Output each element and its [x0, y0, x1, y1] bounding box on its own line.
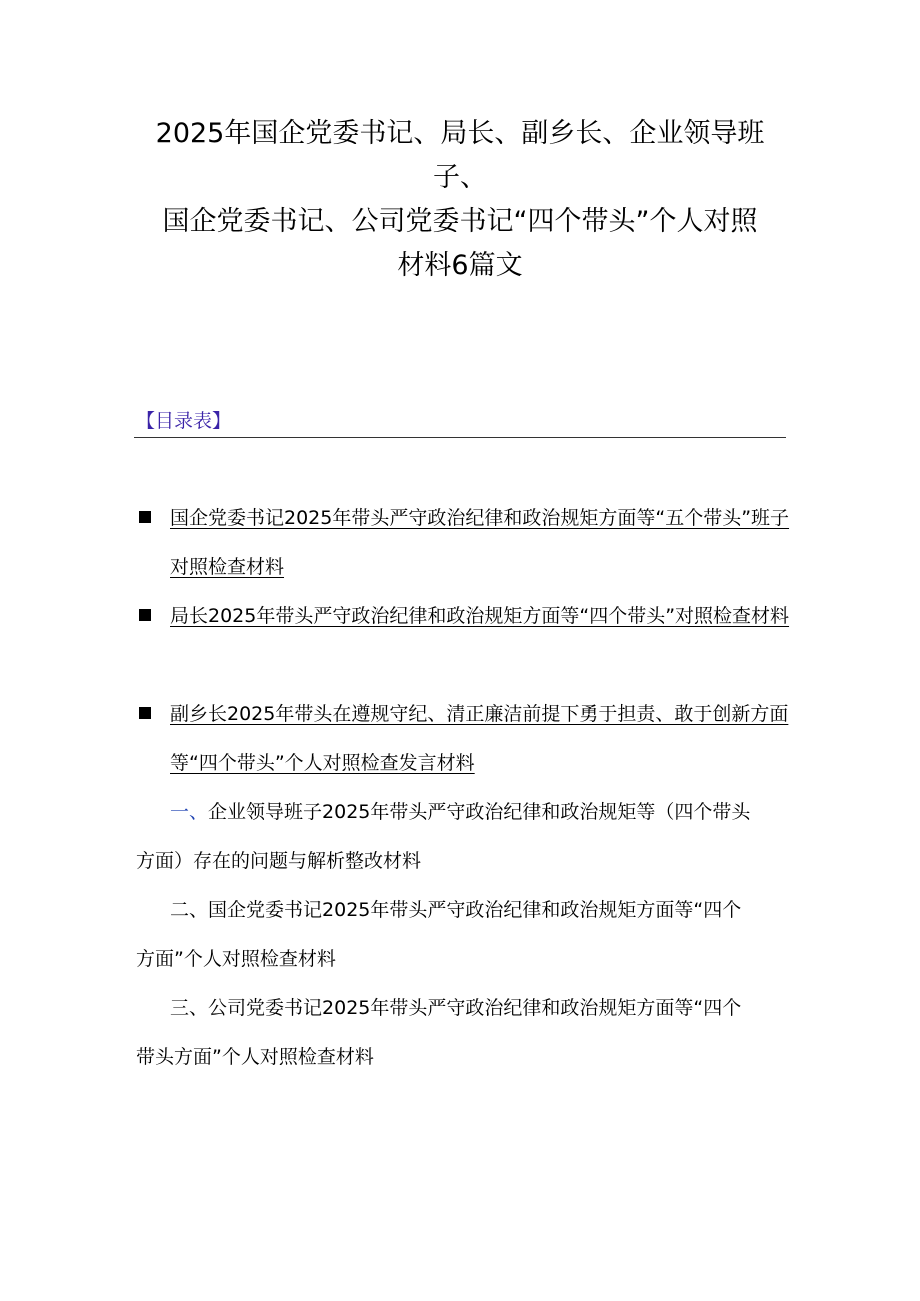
toc-entry-link[interactable]: 局长2025年带头严守政治纪律和政治规矩方面等“四个带头”对照检查材料	[170, 605, 790, 627]
toc-entry-link[interactable]: 国企党委书记2025年带头严守政治纪律和政治规矩方面等“五个带头”班子对照检查材料	[170, 507, 790, 578]
document-title	[120, 112, 800, 288]
square-bullet-icon	[139, 609, 151, 621]
numbered-marker: 一、	[170, 801, 209, 823]
toc-numbered-1	[136, 788, 756, 886]
title-line-3: 国企党委书记、公司党委书记“四个带头”个人对照	[162, 206, 758, 237]
numbered-text: 公司党委书记2025年带头严守政治纪律和政治规矩方面等“四个带头方面”个人对照检查材料	[136, 997, 742, 1068]
numbered-marker: 二、	[170, 899, 209, 921]
square-bullet-icon	[139, 707, 151, 719]
toc-entry-3[interactable]	[136, 690, 796, 788]
numbered-text: 国企党委书记2025年带头严守政治纪律和政治规矩方面等“四个方面”个人对照检查材料	[136, 899, 742, 970]
square-bullet-icon	[139, 511, 151, 523]
title-line-4: 材料6篇文	[397, 250, 523, 281]
toc-entry-link[interactable]: 副乡长2025年带头在遵规守纪、清正廉洁前提下勇于担责、敢于创新方面等“四个带头”个人对照检查发言材料	[170, 703, 789, 774]
toc-entry-1[interactable]	[136, 494, 796, 592]
toc-heading: 【目录表】	[136, 410, 232, 432]
toc-divider	[134, 437, 786, 438]
title-line-1: 2025年国企党委书记、局长、副乡长、企业领导班	[155, 118, 765, 149]
numbered-marker: 三、	[170, 997, 209, 1019]
numbered-text: 企业领导班子2025年带头严守政治纪律和政治规矩等（四个带头方面）存在的问题与解析整改材料	[136, 801, 751, 872]
toc-numbered-3	[136, 984, 756, 1082]
toc-entry-2[interactable]	[136, 592, 796, 641]
title-line-2: 子、	[433, 162, 487, 193]
toc-numbered-2	[136, 886, 756, 984]
